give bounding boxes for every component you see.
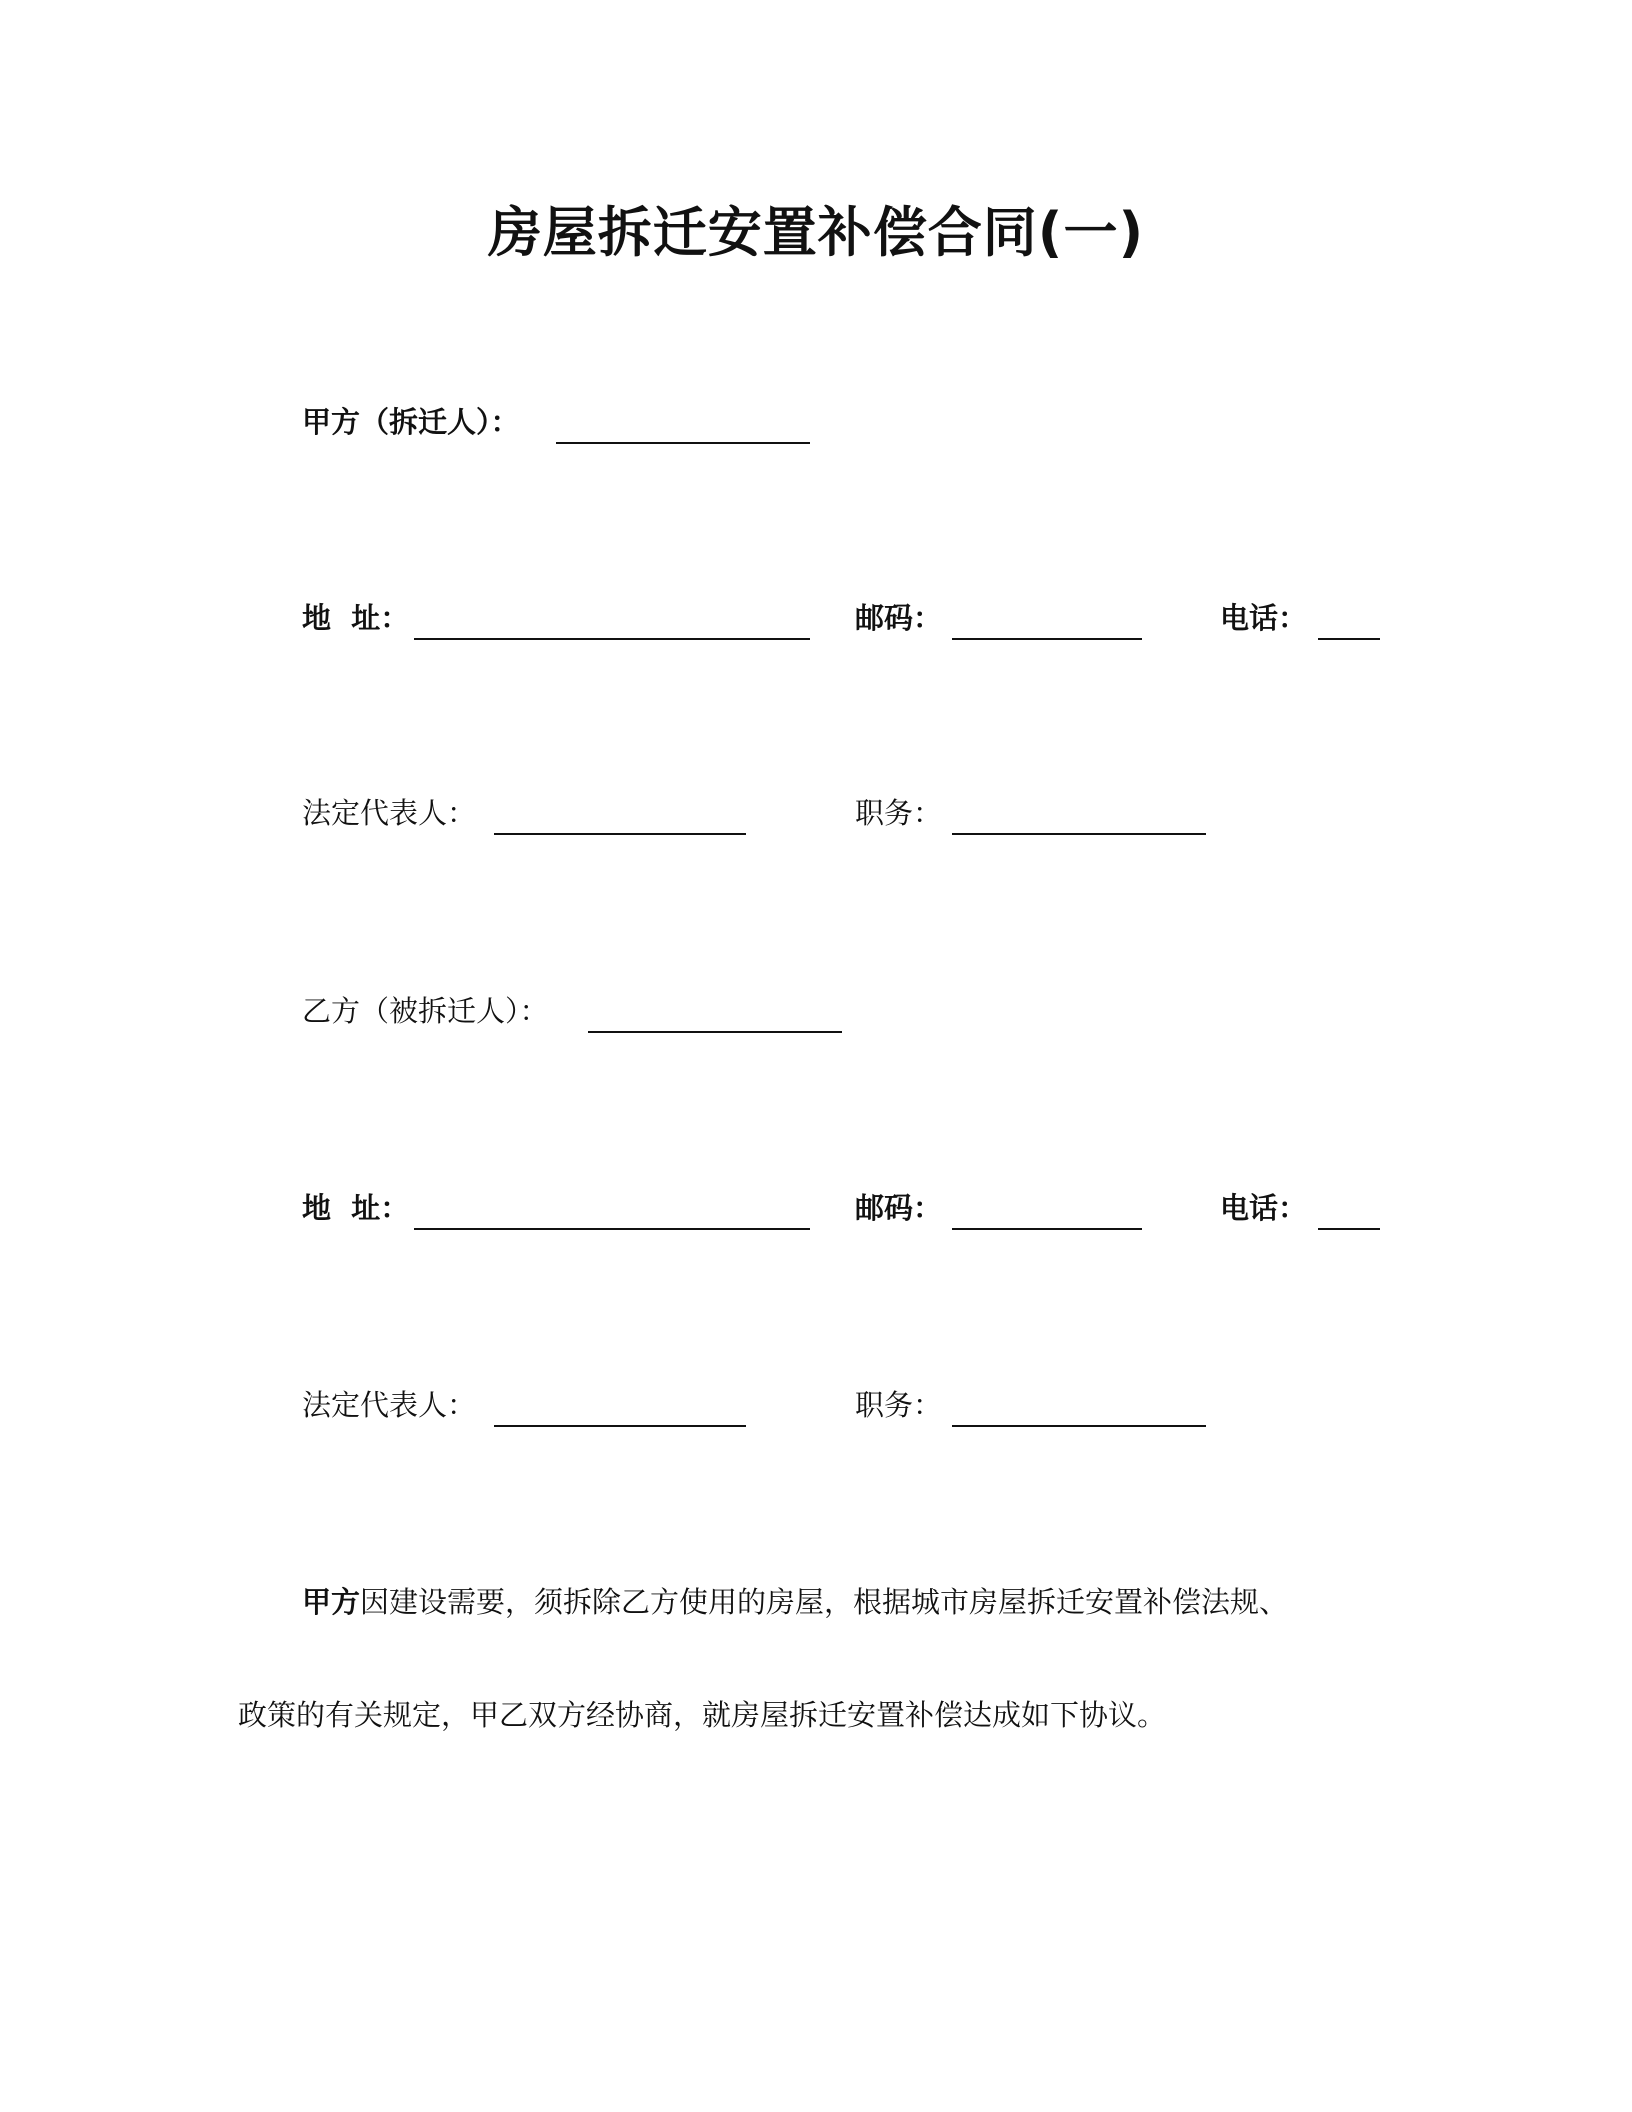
- body-line-1-text: 因建设需要，须拆除乙方使用的房屋，根据城市房屋拆迁安置补偿法规、: [360, 1585, 1289, 1619]
- document-title: 房屋拆迁安置补偿合同(一): [487, 201, 1145, 264]
- party-a-position-label: 职务：: [855, 796, 943, 830]
- party-a-label: 甲方（拆迁人）：: [302, 405, 520, 439]
- party-b-postcode-label: 邮码：: [855, 1191, 943, 1225]
- body-party-a-term: 甲方: [302, 1585, 361, 1619]
- party-a-address-label: 地 址：: [302, 601, 410, 635]
- party-b-position-label: 职务：: [855, 1388, 943, 1422]
- party-a-postcode-blank[interactable]: [952, 638, 1142, 640]
- party-b-name-blank[interactable]: [588, 1031, 842, 1033]
- party-a-legal-rep-label: 法定代表人：: [302, 796, 477, 830]
- party-b-position-blank[interactable]: [952, 1425, 1206, 1427]
- party-a-postcode-label: 邮码：: [855, 601, 943, 635]
- party-a-address-blank[interactable]: [414, 638, 810, 640]
- party-b-legal-rep-label: 法定代表人：: [302, 1388, 477, 1422]
- party-a-phone-label: 电话：: [1220, 601, 1308, 635]
- party-b-phone-blank[interactable]: [1318, 1228, 1380, 1230]
- party-b-address-blank[interactable]: [414, 1228, 810, 1230]
- party-b-label: 乙方（被拆迁人）：: [302, 994, 549, 1028]
- party-a-position-blank[interactable]: [952, 833, 1206, 835]
- party-a-name-blank[interactable]: [556, 442, 810, 444]
- body-paragraph-line-1: [302, 1582, 1288, 1622]
- body-paragraph-line-2: 政策的有关规定，甲乙双方经协商，就房屋拆迁安置补偿达成如下协议。: [238, 1698, 1167, 1732]
- party-b-phone-label: 电话：: [1220, 1191, 1308, 1225]
- party-a-legal-rep-blank[interactable]: [494, 833, 746, 835]
- party-b-postcode-blank[interactable]: [952, 1228, 1142, 1230]
- party-a-phone-blank[interactable]: [1318, 638, 1380, 640]
- party-b-legal-rep-blank[interactable]: [494, 1425, 746, 1427]
- party-b-address-label: 地 址：: [302, 1191, 410, 1225]
